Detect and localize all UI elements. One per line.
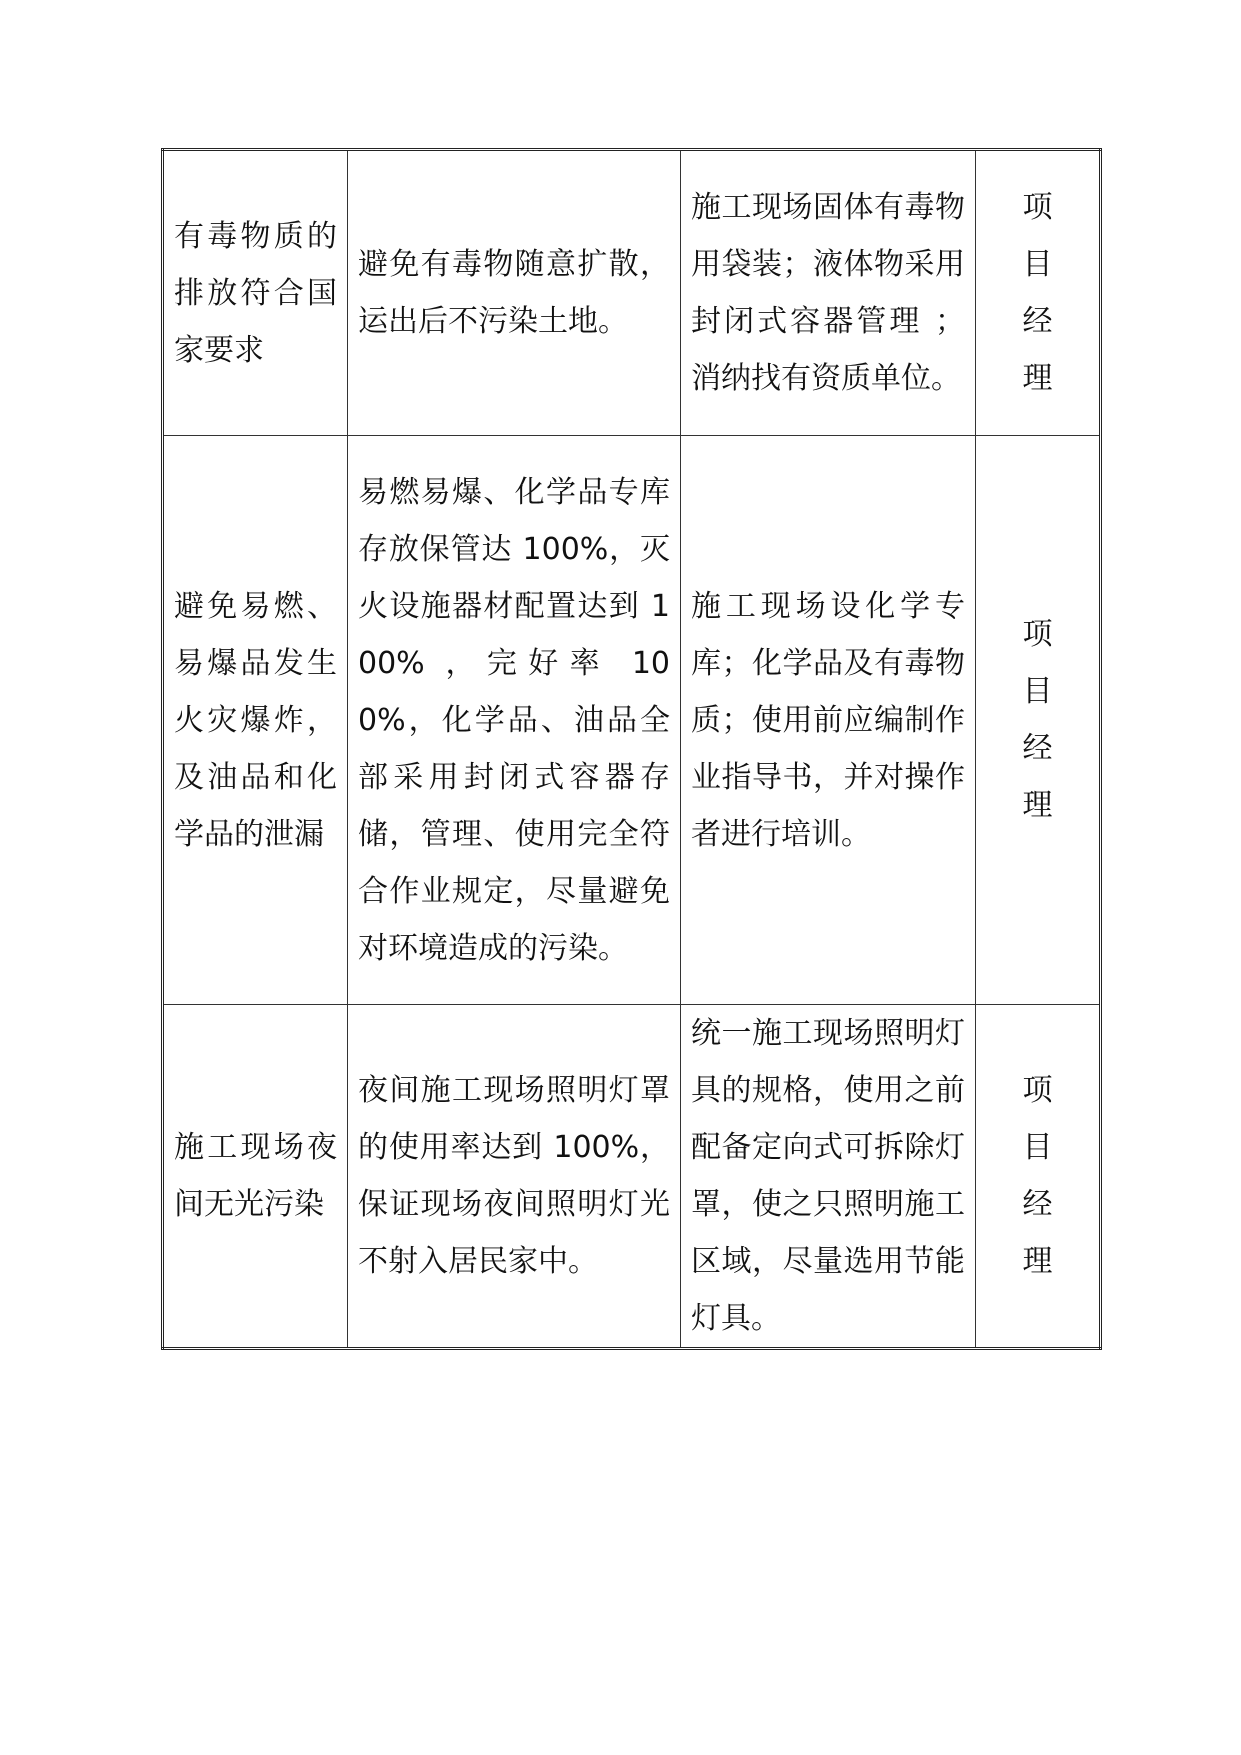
measure-cell bbox=[681, 436, 976, 1005]
target-text: 避免有毒物随意扩散，运出后不污染土地。 bbox=[358, 247, 670, 339]
goal-cell bbox=[163, 150, 348, 436]
owner-cell bbox=[976, 436, 1101, 1005]
goal-text: 避免易燃、易爆品发生火灾爆炸，及油品和化学品的泄漏 bbox=[174, 588, 337, 852]
owner-cell bbox=[976, 150, 1101, 436]
goal-text: 有毒物质的排放符合国家要求 bbox=[174, 218, 337, 368]
goal-text: 施工现场夜间无光污染 bbox=[174, 1130, 337, 1222]
target-text: 易燃易爆、化学品专库存放保管达 100%，灭火设施器材配置达到 100% ，完好率 100%，化学品、油品全部采用封闭式容器存储，管理、使用完全符合作业规定，尽量避免对环境造成的污染。 bbox=[358, 474, 670, 966]
target-cell bbox=[348, 1005, 681, 1349]
owner-text: 项目经理 bbox=[1022, 190, 1053, 396]
measure-text: 施工现场设化学专库；化学品及有毒物质；使用前应编制作业指导书，并对操作者进行培训。 bbox=[691, 588, 965, 852]
target-cell bbox=[348, 150, 681, 436]
table-row bbox=[163, 436, 1101, 1005]
measure-cell bbox=[681, 150, 976, 436]
goal-cell bbox=[163, 1005, 348, 1349]
table-row bbox=[163, 1005, 1101, 1349]
target-cell bbox=[348, 436, 681, 1005]
measure-text: 统一施工现场照明灯具的规格，使用之前配备定向式可拆除灯罩，使之只照明施工区域，尽量选用节能灯具。 bbox=[691, 1016, 965, 1336]
goal-cell bbox=[163, 436, 348, 1005]
table-row bbox=[163, 150, 1101, 436]
measure-text: 施工现场固体有毒物用袋装；液体物采用封闭式容器管理 ；消纳找有资质单位。 bbox=[691, 190, 965, 396]
measure-cell bbox=[681, 1005, 976, 1349]
owner-cell bbox=[976, 1005, 1101, 1349]
environment-measures-table bbox=[161, 148, 1102, 1350]
owner-text: 项目经理 bbox=[1022, 1073, 1053, 1279]
owner-text: 项目经理 bbox=[1022, 617, 1053, 823]
target-text: 夜间施工现场照明灯罩的使用率达到 100%，保证现场夜间照明灯光不射入居民家中。 bbox=[358, 1073, 670, 1279]
